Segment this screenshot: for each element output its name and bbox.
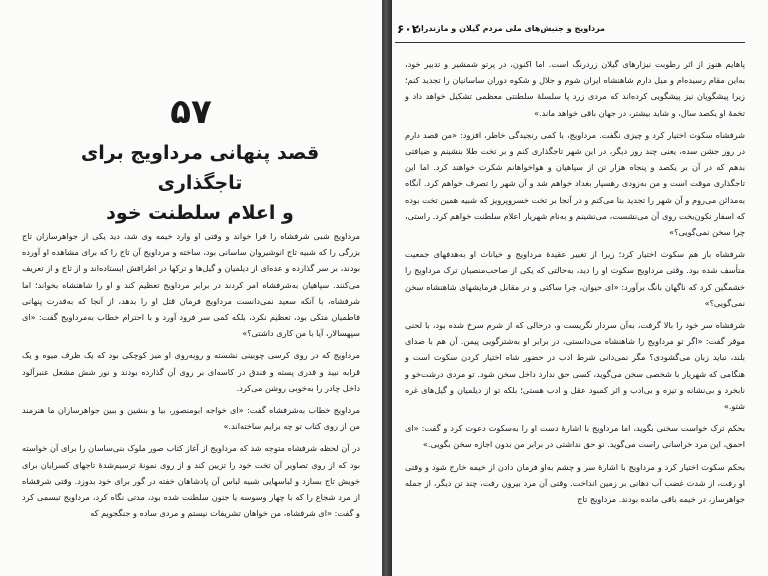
chapter-title-line-1: قصد پنهانی مرداویج برای تاجگذاری: [80, 142, 320, 194]
paragraph: شرفشاه سکوت اختیار کرد و چیزی نگفت. مرداویج، با کمی رنجیدگی خاطر، افزود: «من قصد دارم در روز جشن سده، یعنی چند روز دیگر، در این شهر تاجگذاری کنم و بر تخت طلا بنشینم و ضیافتی بدهم که در آن بر یکصد و پنجاه هزار تن از سپاهیان و هواخواهانم شکرت خواهند کرد. اما این تاجگذاری موقت است و من به‌زودی رهسپار بغداد خواهم شد و آن شهر را تصرف خواهم کرد. آنگاه به‌مدائن می‌روم و آن شهر را تجدید بنا می‌کنم و در آنجا بر تخت خسروپرویز که شبیه همین تخت بوده که اسفار نکون‌بخت روی آن می‌نشست، می‌نشینم و به‌نام شهریار اعلام سلطنت خواهم کرد. راستی، چرا سخن نمی‌گویی؟»: [405, 129, 745, 238]
paragraph: در آن لحظه شرفشاه متوجه شد که مرداویج از آغاز کتاب صور ملوک بنی‌ساسان را برای آن خواسته بود که از روی تصاویر آن تخت خود را تزیین کند و از روی نمونهٔ ترسیم‌شدهٔ تاجهای کسرایان برای خویش تاج بسازد و لباسهایی شبیه لباس آن پادشاهان خفته در گور برای خود بدوزد. وقتی شرفشاه از مرد شجاع را که با چهار وسوسه یا جنون سلطنت شده بود، مدتی نگاه کرد، مرداویج تبسمی کرد و گفت: «ای شرفشاه، من خواهان تشریفات نیستم و مردی ساده و جنگجویم که: [22, 443, 360, 519]
paragraph: مرداویج شبی شرفشاه را فرا خواند و وقتی او وارد خیمه وی شد، دید یکی از جواهرسازان تاج بزرگی را که شبیه تاج انوشیروان ساسانی بود، ساخته و مرداویج آن تاج را که برای مشاهده او آورده بودند، بر سر گذارده و عده‌ای از دیلمیان و گیل‌ها و ترکها در اطرافش ایستاده‌اند و از تاج و از تعریف می‌کنند. سپاهیان به‌شرفشاه امر کردند در برابر مرداویج تعظیم کند و او را شاهنشاه بخواند؛ اما شرفشاه، با آنکه سعید نمی‌دانست مرداویج فرمان قتل او را بدهد، از آنجا که به‌قدرت پنهانی فاطمیان متکی بود، تعظیم نکرد، بلکه کمی سر فرود آورد و با احترام خطاب به‌مرداویج گفت: «ای سپهسالار، آیا با من کاری داشتی؟»: [22, 231, 360, 339]
page-number: ۶۰۲: [397, 22, 419, 36]
chapter-title: [40, 138, 360, 228]
paragraph: بحکم ترک خواست سخنی بگوید، اما مرداویج با اشارهٔ دست او را به‌سکوت دعوت کرد و گفت: «ای احمق، این مرد خراسانی راست می‌گوید. تو حق نداشتی در برابر من بدون اجازه سخن بگویی.»: [405, 423, 745, 450]
chapter-title-line-2: و اعلام سلطنت خود: [106, 202, 294, 224]
paragraph: بحکم سکوت اختیار کرد و مرداویج با اشارهٔ سر و چشم به‌او فرمان دادن از خیمه خارج شود و وقتی او رفت، از شدت غضب آب دهانی بر زمین انداخت. وقتی آن مرد بیرون رفت، چند تن دیگر، از جمله جواهرساز، در خیمه باقی مانده بودند. مرداویج تاج: [405, 461, 745, 505]
paragraph: پاهایم هنوز از اثر رطوبت نیزارهای گیلان زردرنگ است. اما اکنون، در پرتو شمشیر و تدبیر خود، به‌این مقام رسیده‌ام و میل دارم شاهنشاه ایران شوم و جلال و شکوه دوران ساسانیان را تجدید کنم؛ زیرا پیشگویان نیز پیشگویی کرده‌اند که مردی زرد پا سلسلهٔ سلطنتی معظمی تشکیل خواهد داد و تخمهٔ او یکصد سال، و شاید بیشتر، در جهان باقی خواهد ماند.»: [405, 59, 745, 118]
paragraph: مرداویج که در روی کرسی چوبینی نشسته و روبه‌روی او میز کوچکی بود که یک ظرف میوه و یک قرابه نبید و قدری پسته و فندق در کاسه‌ای بر روی آن گذارده بودند و نور شش مشعل عنبرآلود داخل چادر را به‌خوبی روشن می‌کرد.: [22, 350, 360, 393]
paragraph: شرفشاه سر خود را بالا گرفت، به‌آن سردار نگریست و، درحالی که از شرم سرخ شده بود، با لحنی موقر گفت: «اگر تو مرداویج را شاهنشاه می‌دانستی، در برابر او به‌شترگویی پیمن. آن هم با صدای بلند، نباید زبان می‌گشودی؟ مگر نمی‌دانی شرط ادب در حضور شاه اختیار کردن سکوت است و هنگامی که شهریار با شخصی سخن می‌گوید، کسی حق ندارد داخل سخن شود. تو مردی درشت‌خو و نابخرد و بی‌نشانه و تیزه و بی‌ادب و اثر کمبود عقل و ادب هستی؛ بلکه تو از دیلمیان و گیل‌های غره شتو.»: [405, 320, 745, 412]
running-header: [395, 22, 745, 43]
running-title: مرداویج و جنبش‌های ملی مردم گیلان و مازندران: [414, 24, 605, 33]
book-gutter: [382, 0, 392, 576]
chapter-number: ۵۷: [170, 92, 212, 132]
paragraph: شرفشاه باز هم سکوت اختیار کرد؛ زیرا از تغییر عقیدهٔ مرداویج و خیانات او به‌هدفهای جمعیت متأسف شده بود. وقتی مرداویج سکوت او را دید، به‌حالتی که یکی از صاحب‌منصبان ترک مرداویج را خشمگین کرد که ناگهان بانگ برآورد: «ای حیوان، چرا ساکتی و در مقابل فرمایشهای شاهنشاه سخن نمی‌گویی؟»: [405, 249, 745, 308]
paragraph: مرداویج خطاب به‌شرفشاه گفت: «ای خواجه ابومنصور، بیا و بنشین و ببین جواهرسازان ما هنرمند من از روی کتاب تو چه برایم ساخته‌اند.»: [22, 405, 360, 432]
right-page-body: [405, 56, 745, 513]
left-page-body: [22, 228, 360, 527]
